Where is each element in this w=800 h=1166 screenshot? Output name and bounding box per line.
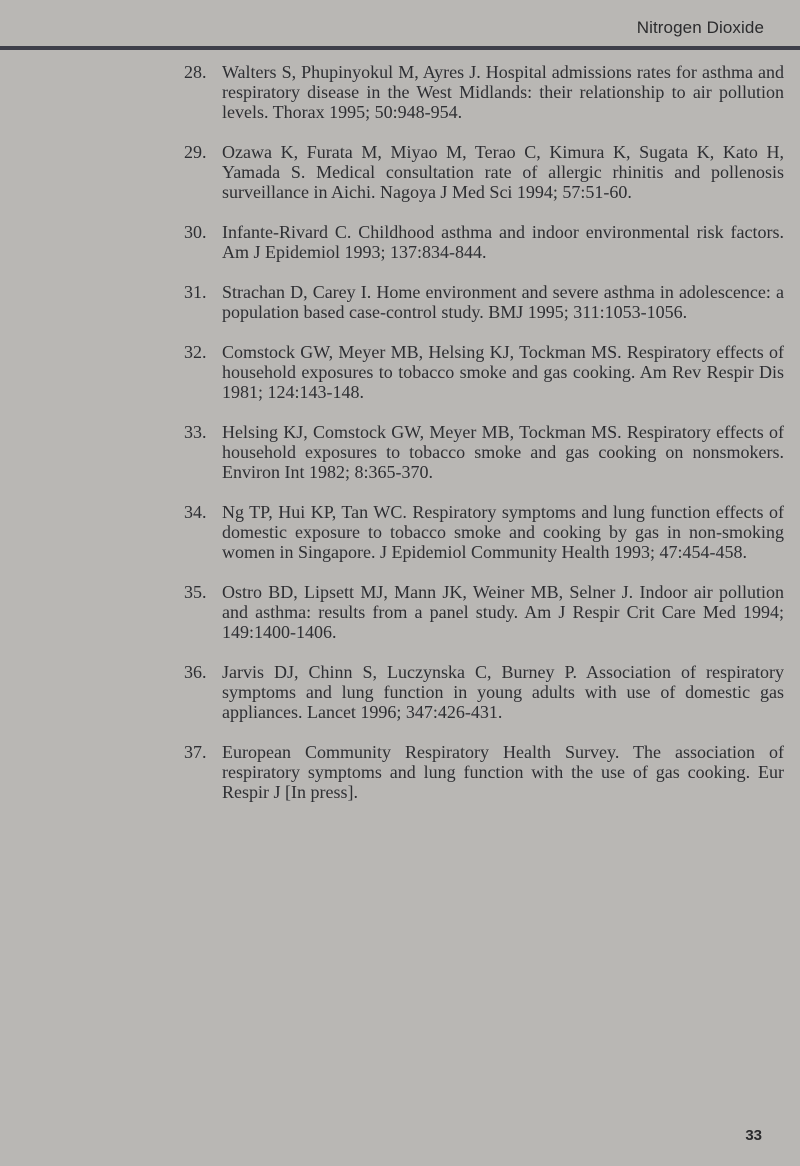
reference-text: Comstock GW, Meyer MB, Helsing KJ, Tockman MS. Respiratory effects of household exposures to tobacco smoke and gas cooking. Am Rev Respir Dis 1981; 124:143-148. <box>222 342 784 402</box>
reference-text: Ng TP, Hui KP, Tan WC. Respiratory symptoms and lung function effects of domestic exposure to tobacco smoke and cooking by gas in non-smoking women in Singapore. J Epidemiol Community Health 1993; 47:454-458. <box>222 502 784 562</box>
reference-item-36 <box>184 662 784 722</box>
reference-number: 30. <box>184 222 207 242</box>
reference-number: 36. <box>184 662 207 682</box>
reference-item-34 <box>184 502 784 562</box>
reference-list <box>184 62 784 822</box>
reference-text: Infante-Rivard C. Childhood asthma and indoor environmental risk factors. Am J Epidemiol 1993; 137:834-844. <box>222 222 784 262</box>
reference-number: 37. <box>184 742 207 762</box>
reference-text: Strachan D, Carey I. Home environment and severe asthma in adolescence: a population based case-control study. BMJ 1995; 311:1053-1056. <box>222 282 784 322</box>
reference-number: 35. <box>184 582 207 602</box>
header-rule <box>0 46 800 50</box>
reference-number: 28. <box>184 62 207 82</box>
reference-text: Helsing KJ, Comstock GW, Meyer MB, Tockman MS. Respiratory effects of household exposures to tobacco smoke and gas cooking on nonsmokers. Environ Int 1982; 8:365-370. <box>222 422 784 482</box>
reference-text: Ostro BD, Lipsett MJ, Mann JK, Weiner MB, Selner J. Indoor air pollution and asthma: results from a panel study. Am J Respir Crit Care Med 1994; 149:1400-1406. <box>222 582 784 642</box>
reference-text: European Community Respiratory Health Survey. The association of respiratory symptoms and lung function with the use of gas cooking. Eur Respir J [In press]. <box>222 742 784 802</box>
reference-item-29 <box>184 142 784 202</box>
running-header-title: Nitrogen Dioxide <box>636 18 764 37</box>
reference-text: Jarvis DJ, Chinn S, Luczynska C, Burney P. Association of respiratory symptoms and lung function in young adults with use of domestic gas appliances. Lancet 1996; 347:426-431. <box>222 662 784 722</box>
reference-text: Ozawa K, Furata M, Miyao M, Terao C, Kimura K, Sugata K, Kato H, Yamada S. Medical consultation rate of allergic rhinitis and pollenosis surveillance in Aichi. Nagoya J Med Sci 1994; 57:51-60. <box>222 142 784 202</box>
reference-item-37 <box>184 742 784 802</box>
reference-text: Walters S, Phupinyokul M, Ayres J. Hospital admissions rates for asthma and respiratory disease in the West Midlands: their relationship to air pollution levels. Thorax 1995; 50:948-954. <box>222 62 784 122</box>
reference-number: 29. <box>184 142 207 162</box>
reference-number: 32. <box>184 342 207 362</box>
reference-number: 31. <box>184 282 207 302</box>
reference-item-30 <box>184 222 784 262</box>
reference-item-28 <box>184 62 784 122</box>
page-number: 33 <box>745 1127 762 1144</box>
reference-item-32 <box>184 342 784 402</box>
reference-item-33 <box>184 422 784 482</box>
reference-number: 33. <box>184 422 207 442</box>
reference-number: 34. <box>184 502 207 522</box>
reference-item-31 <box>184 282 784 322</box>
reference-item-35 <box>184 582 784 642</box>
